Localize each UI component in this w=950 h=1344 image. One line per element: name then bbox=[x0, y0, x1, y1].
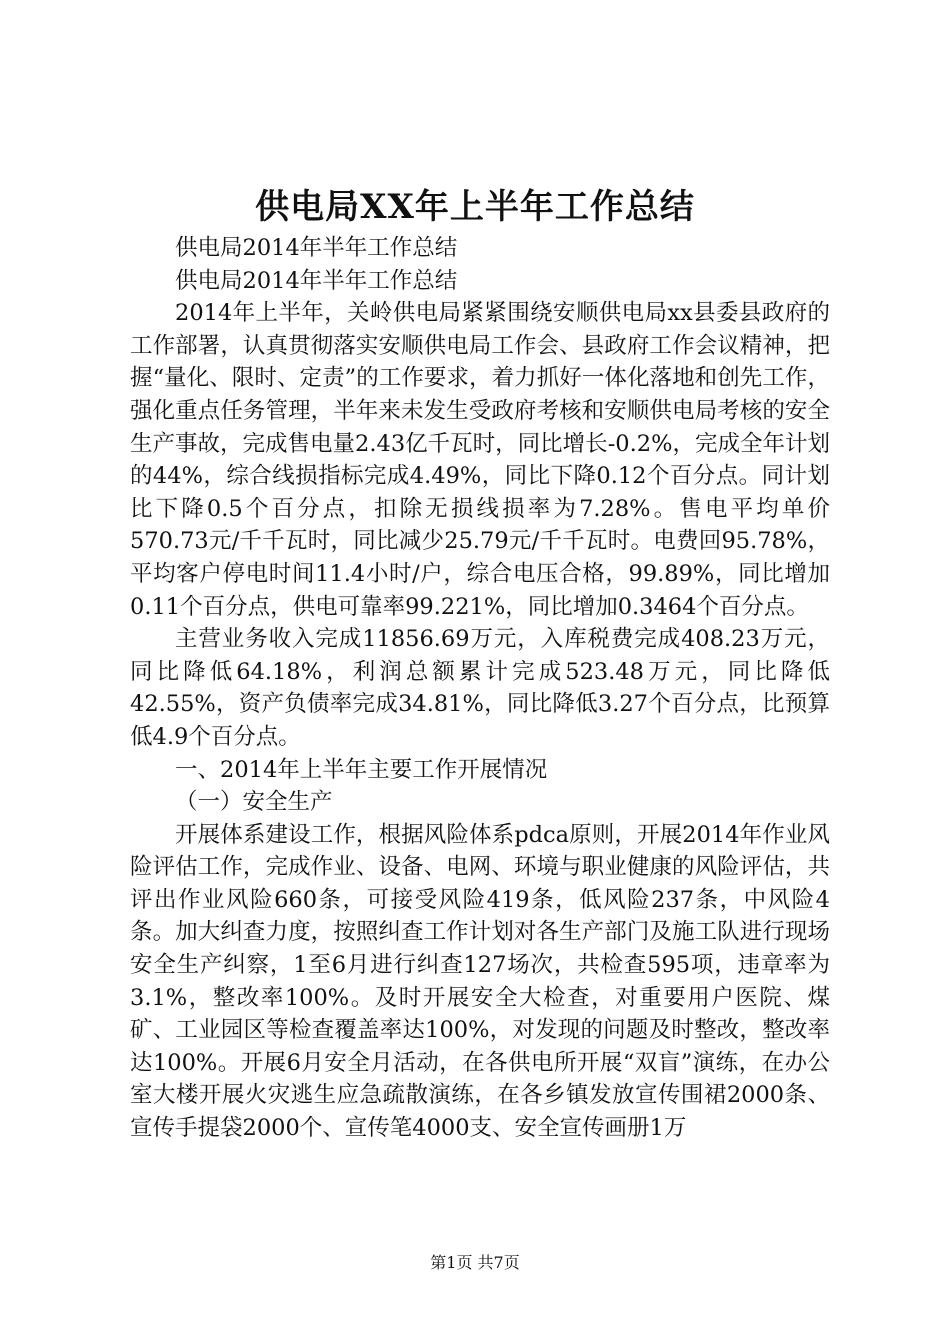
section-heading: 一、2014年上半年主要工作开展情况 bbox=[175, 756, 548, 783]
document-body bbox=[130, 232, 830, 1145]
document-title: 供电局XX年上半年工作总结 bbox=[255, 187, 695, 227]
body-paragraph: 主营业务收入完成11856.69万元，入库税费完成408.23万元，同比降低64.18%，利润总额累计完成523.48万元，同比降低42.55%，资产负债率完成34.81%，同比降低3.27个百分点，比预算低4.9个百分点。 bbox=[130, 626, 830, 750]
page-footer: 第1页 共7页 bbox=[430, 1253, 520, 1272]
body-paragraph: 2014年上半年，关岭供电局紧紧围绕安顺供电局xx县委县政府的工作部署，认真贯彻落实安顺供电局工作会、县政府工作会议精神，把握“量化、限时、定责”的工作要求，着力抓好一体化落地和创先工作，强化重点任务管理，半年来未发生受政府考核和安顺供电局考核的安全生产事故，完成售电量2.43亿千瓦时，同比增长-0.2%，完成全年计划的44%，综合线损指标完成4.49%，同比下降0.12个百分点。同计划比下降0.5个百分点，扣除无损线损率为7.28%。售电平均单价570.73元/千千瓦时，同比减少25.79元/千千瓦时。电费回95.78%，平均客户停电时间11.4小时/户，综合电压合格，99.89%，同比增加0.11个百分点，供电可靠率99.221%，同比增加0.3464个百分点。 bbox=[130, 300, 830, 620]
subtitle-line: 供电局2014年半年工作总结 bbox=[175, 267, 458, 294]
subsection-heading: （一）安全生产 bbox=[175, 789, 333, 816]
body-paragraph: 开展体系建设工作，根据风险体系pdca原则，开展2014年作业风险评估工作，完成作业、设备、电网、环境与职业健康的风险评估，共评出作业风险660条，可接受风险419条，低风险237条，中风险4条。加大纠查力度，按照纠查工作计划对各生产部门及施工队进行现场安全生产纠察，1至6月进行纠查127场次，共检查595项，违章率为3.1%，整改率100%。及时开展安全大检查，对重要用户医院、煤矿、工业园区等检查覆盖率达100%，对发现的问题及时整改，整改率达100%。开展6月安全月活动，在各供电所开展“双盲”演练，在办公室大楼开展火灾逃生应急疏散演练，在各乡镇发放宣传围裙2000条、宣传手提袋2000个、宣传笔4000支、安全宣传画册1万 bbox=[130, 821, 830, 1142]
subtitle-line: 供电局2014年半年工作总结 bbox=[175, 235, 458, 261]
